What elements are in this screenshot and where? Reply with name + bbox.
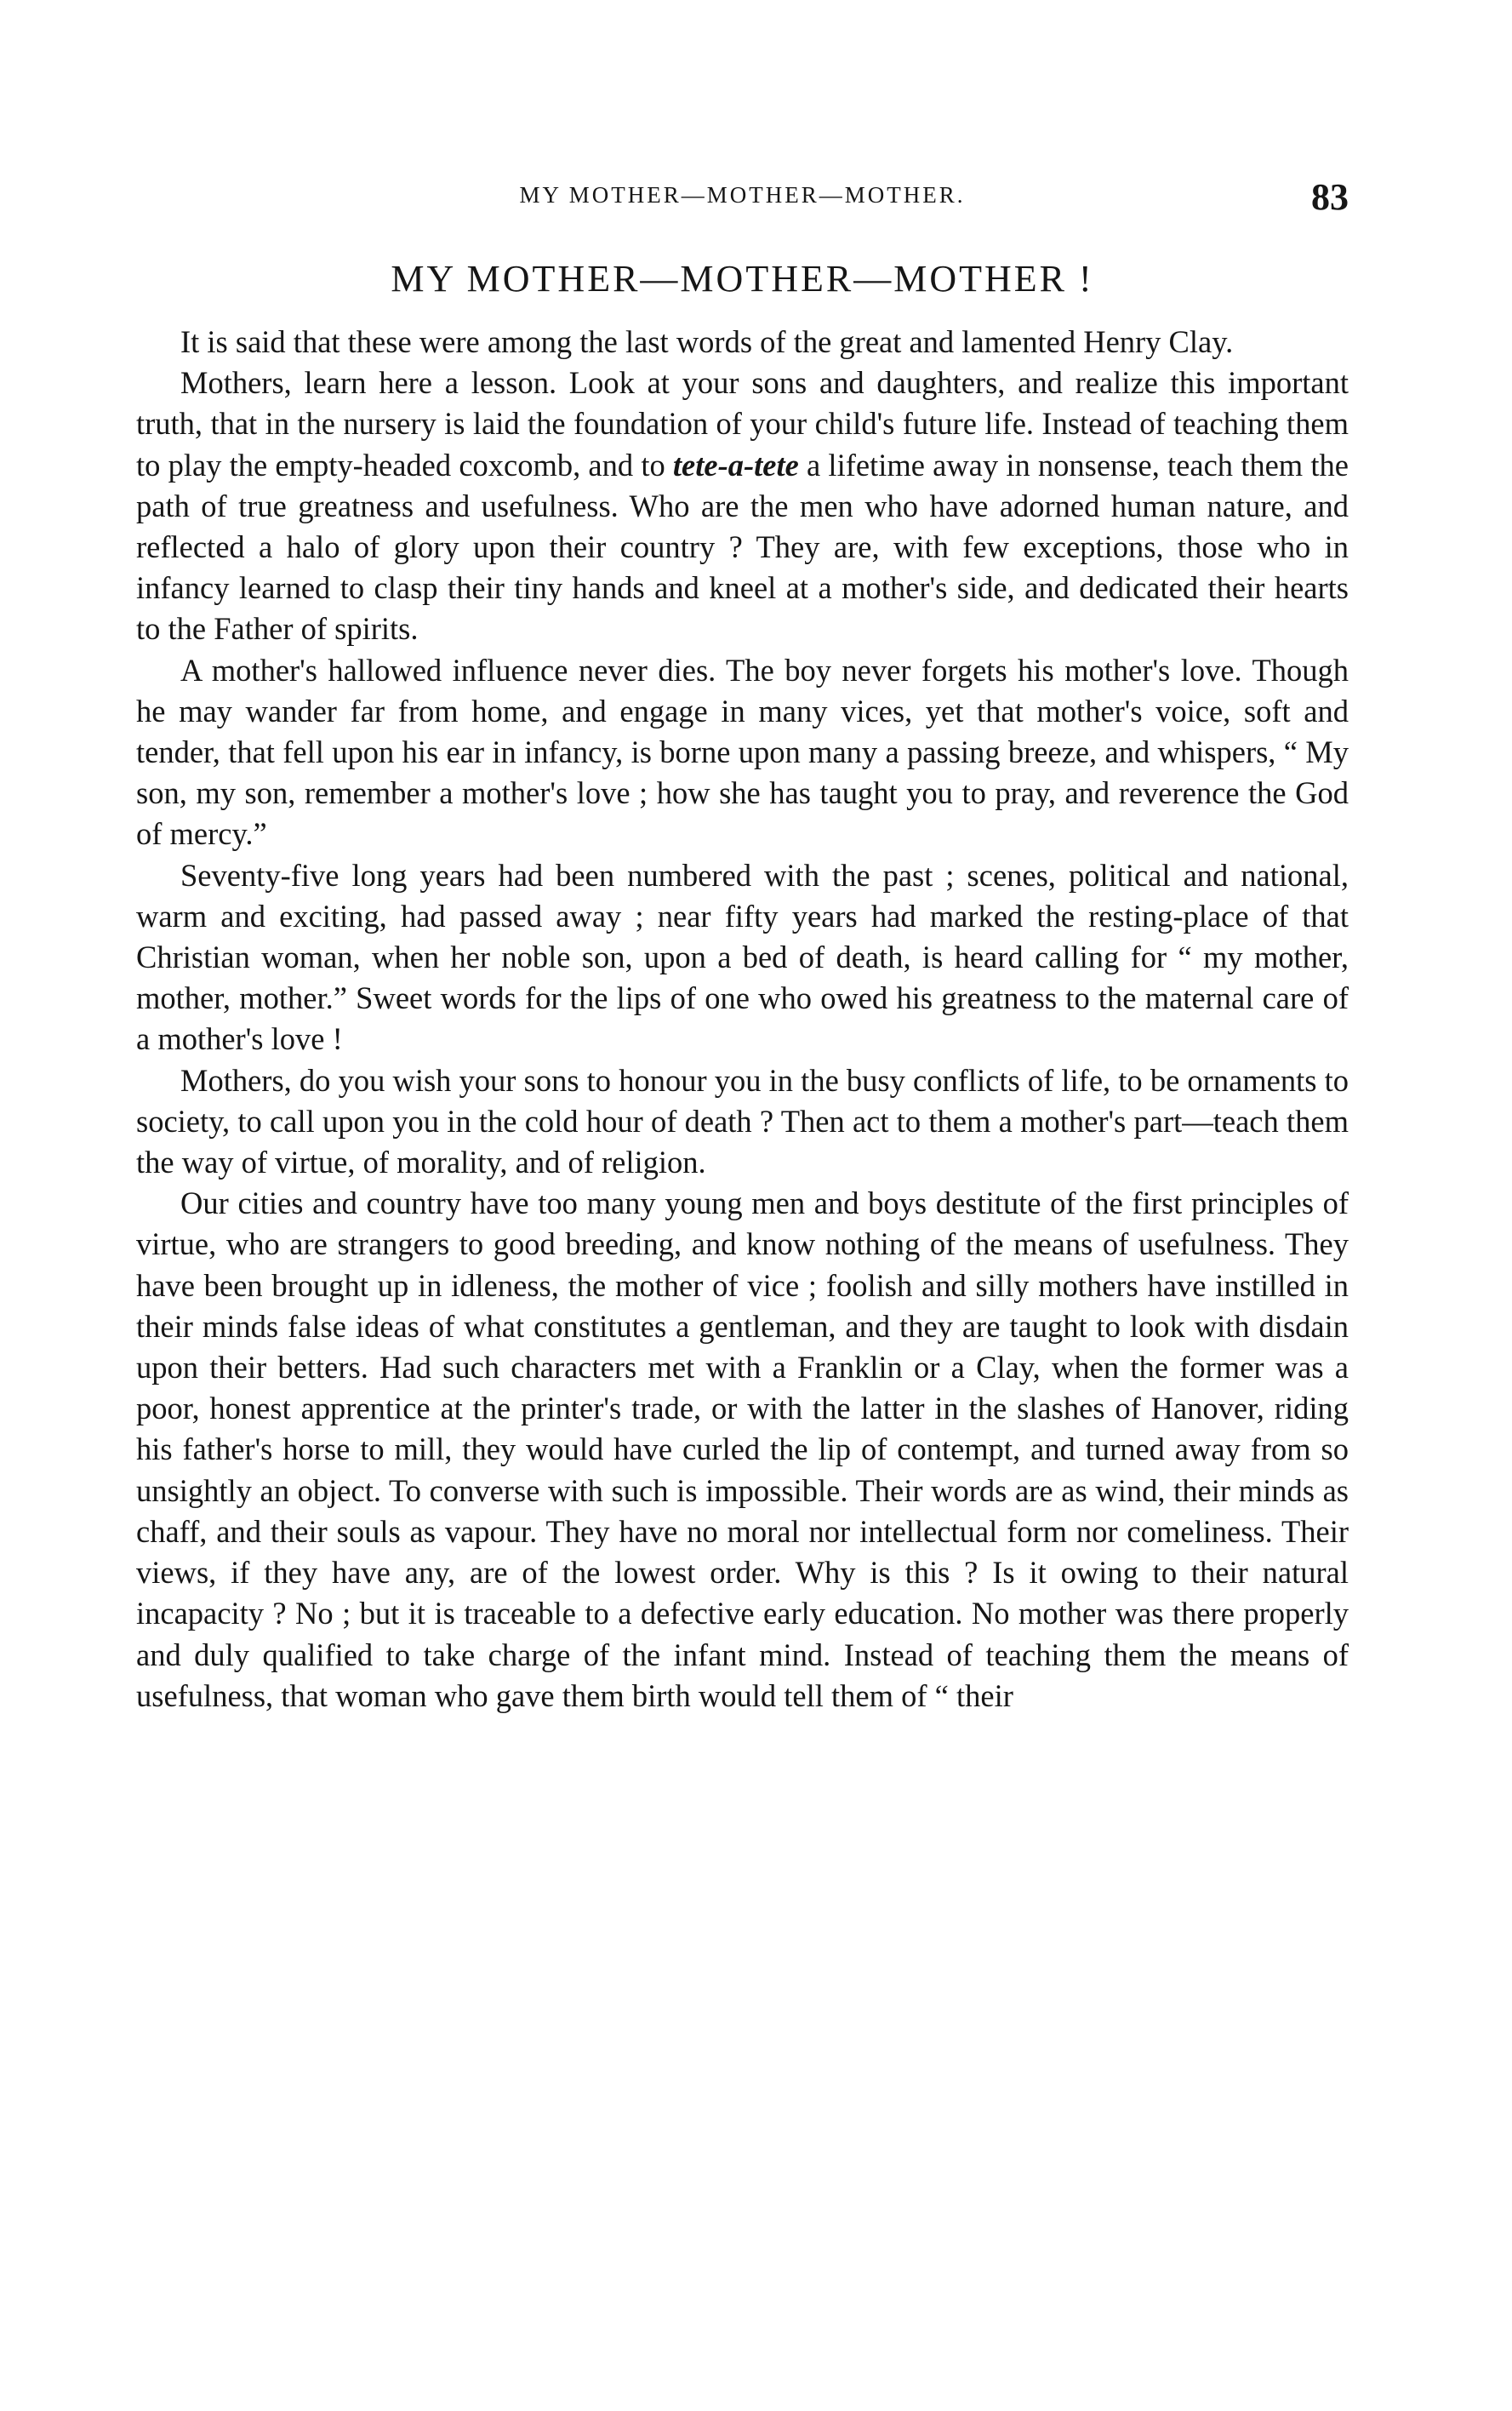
paragraph-4 bbox=[136, 855, 1349, 1060]
paragraph-text: It is said that these were among the last words of the great and lamented Henry Clay. bbox=[180, 324, 1234, 359]
running-head bbox=[136, 176, 1349, 218]
paragraph-text: A mother's hallowed influence never dies. The boy never forgets his mother's love. Though he may wander far from home, and engage in many vices, yet that mother's voice, soft and tender, that fell upon his ear in infancy, is borne upon many a passing breeze, and whispers, “ My son, my son, remember a mother's love ; how she has taught you to pray, and reverence the God of mercy.” bbox=[136, 652, 1349, 852]
paragraph-2 bbox=[136, 363, 1349, 649]
article bbox=[136, 255, 1349, 1717]
paragraph-6 bbox=[136, 1183, 1349, 1717]
paragraph-5 bbox=[136, 1060, 1349, 1184]
paragraph-text-continued: a lifetime away in nonsense, teach them the path of true greatness and usefulness. Who are the men who have adorned human nature, and reflected a halo of glory upon their country ? They are, with few exceptions, those who in infancy learned to clasp their tiny hands and kneel at a mother's side, and dedicated their hearts to the Father of spirits. bbox=[136, 447, 1349, 647]
article-title: MY MOTHER—MOTHER—MOTHER ! bbox=[391, 258, 1094, 300]
paragraph-text: Seventy-five long years had been numbered with the past ; scenes, political and national, warm and exciting, had passed away ; near fifty years had marked the resting-place of that Christian woman, when her noble son, upon a bed of death, is heard calling for “ my mother, mother, mother.” Sweet words for the lips of one who owed his greatness to the maternal care of a mother's love ! bbox=[136, 857, 1349, 1057]
paragraph-1 bbox=[136, 322, 1349, 363]
page-number: 83 bbox=[1311, 176, 1349, 218]
running-head-title: MY MOTHER—MOTHER—MOTHER. bbox=[519, 182, 966, 208]
paragraph-text: Mothers, learn here a lesson. Look at your sons and daughters, and realize this important truth, that in the nursery is laid the foundation of your child's future life. Instead of teaching them to play the empty-headed coxcomb, and to bbox=[136, 365, 1349, 483]
italic-phrase: tete-a-tete bbox=[672, 447, 799, 483]
paragraph-text: Mothers, do you wish your sons to honour you in the busy conflicts of life, to be ornaments to society, to call upon you in the cold hour of death ? Then act to them a mother's part—teach them the way of virtue, of morality, and of religion. bbox=[136, 1062, 1349, 1180]
paragraph-3 bbox=[136, 650, 1349, 855]
paragraph-text: Our cities and country have too many young men and boys destitute of the first principles of virtue, who are strangers to good breeding, and know nothing of the means of usefulness. They have been brought up in idleness, the mother of vice ; foolish and silly mothers have instilled in their minds false ideas of what constitutes a gentleman, and they are taught to look with disdain upon their betters. Had such characters met with a Franklin or a Clay, when the former was a poor, honest apprentice at the printer's trade, or with the latter in the slashes of Hanover, riding his father's horse to mill, they would have curled the lip of contempt, and turned away from so unsightly an object. To converse with such is impossible. Their words are as wind, their minds as chaff, and their souls as vapour. They have no moral nor intellectual form nor comeliness. Their views, if they have any, are of the lowest order. Why is this ? Is it owing to their natural incapacity ? No ; but it is traceable to a defective early education. No mother was there properly and duly qualified to take charge of the infant mind. Instead of teaching them the means of usefulness, that woman who gave them birth would tell them of “ their bbox=[136, 1186, 1349, 1713]
